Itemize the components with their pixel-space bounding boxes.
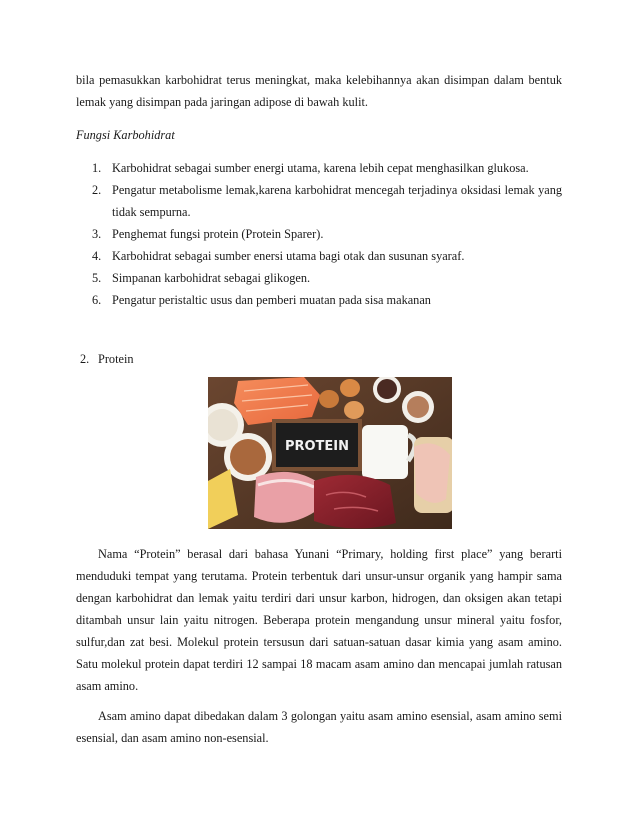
protein-paragraph-1: Nama “Protein” berasal dari bahasa Yunani “Primary, holding first place” yang berarti menduduki tempat yang terutama. Protein terbentuk dari unsur-unsur organik yang hampir sama dengan karbohidrat dan lemak yaitu terdiri dari unsur karbon, hidrogen, dan oksigen akan tetapi ditambah unsur lain yaitu nitrogen. Beberapa protein mengandung unsur mineral yaitu fosfor, sulfur,dan zat besi. Molekul protein tersusun dari satuan-satuan dasar kimia yang asam amino. Satu molekul protein dapat terdiri 12 sampai 18 macam asam amino dan mencapai jumlah ratusan asam amino. [76, 547, 562, 693]
protein-paragraph-2: Asam amino dapat dibedakan dalam 3 golongan yaitu asam amino esensial, asam amino semi esensial, dan asam amino non-esensial. [76, 709, 562, 745]
functions-list [92, 157, 562, 311]
section-title-protein: 2. Protein [80, 352, 134, 366]
list-item: 3. Penghemat fungsi protein (Protein Sparer). [92, 227, 324, 241]
list-item: 2. Pengatur metabolisme lemak,karena karbohidrat mencegah terjadinya oksidasi lemak yang tidak sempurna. [92, 183, 562, 219]
subheading-fungsi-karbohidrat: Fungsi Karbohidrat [76, 128, 175, 142]
intro-paragraph: bila pemasukkan karbohidrat terus meningkat, maka kelebihannya akan disimpan dalam bentuk lemak yang disimpan pada jaringan adipose di bawah kulit. [76, 73, 562, 109]
list-item: 1. Karbohidrat sebagai sumber energi utama, karena lebih cepat menghasilkan glukosa. [92, 161, 529, 175]
protein-food-photo [208, 377, 452, 529]
list-item: 6. Pengatur peristaltic usus dan pemberi muatan pada sisa makanan [92, 293, 431, 307]
list-item: 4. Karbohidrat sebagai sumber enersi utama bagi otak dan susunan syaraf. [92, 249, 465, 263]
pork-image [254, 472, 316, 523]
protein-chalkboard [272, 419, 362, 471]
list-item: 5. Simpanan karbohidrat sebagai glikogen. [92, 271, 311, 285]
chalkboard-label: PROTEIN [284, 439, 350, 454]
